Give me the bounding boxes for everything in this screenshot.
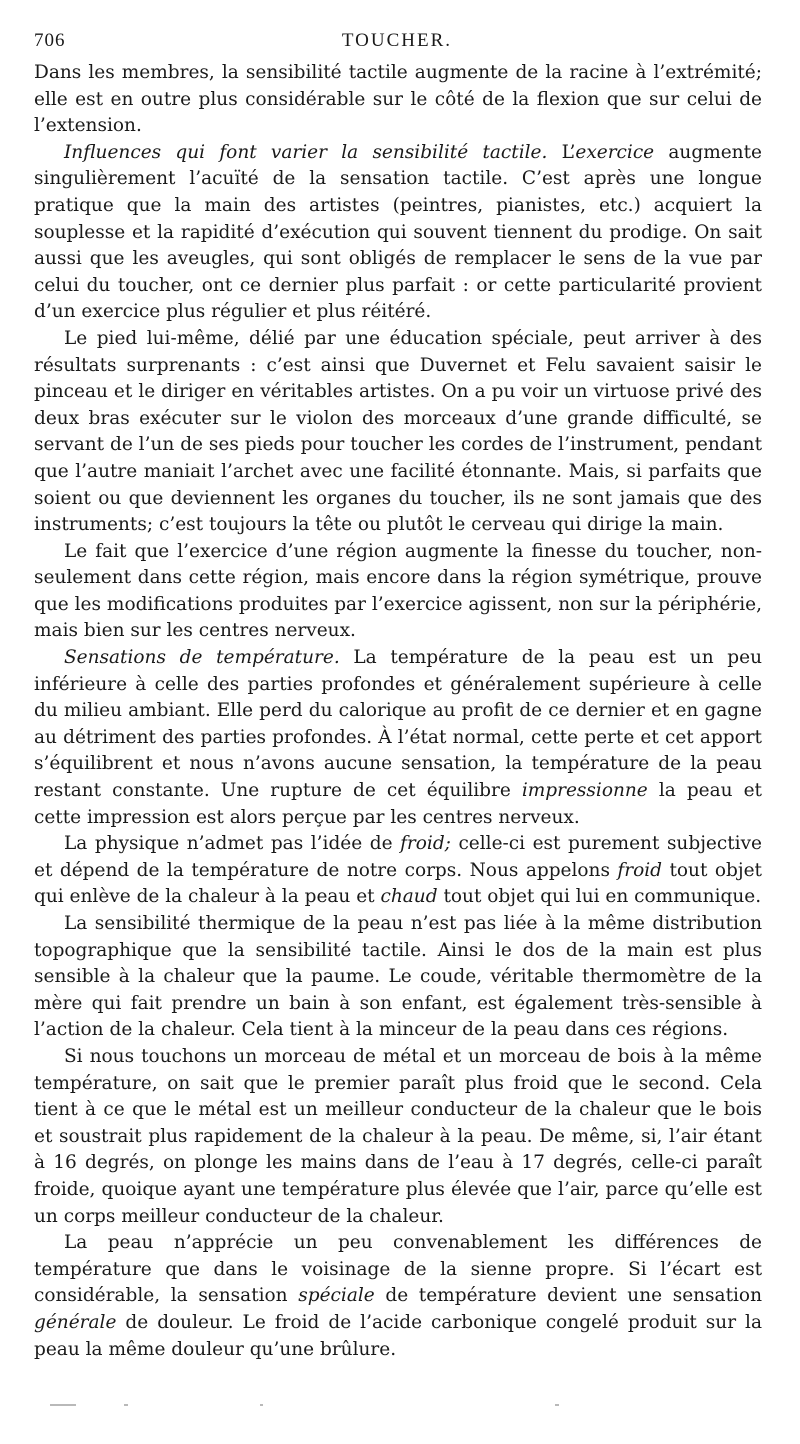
paragraph — [34, 911, 762, 1044]
text-run: la peau et cette impression est alors perçue par les centres nerveux. — [34, 780, 762, 828]
paragraph — [34, 140, 762, 326]
paragraph — [34, 1044, 762, 1230]
text-run: Si nous touchons un morceau de métal et un morceau de bois à la même température, on sait que le premier paraît plus froid que le second. Cela tient à ce que le métal est un meilleur conducteur de la chaleur que le bois et soustrait plus rapidement de la chaleur à la peau. De même, si, l’air étant à 16 degrés, on plonge les mains dans de l’eau à 17 degrés, celle-ci paraît froide, quoique ayant une température plus élevée que l’air, parce qu’elle est un corps meilleur conducteur de la chaleur. — [34, 1045, 762, 1227]
text-run: de température devient une sensation — [374, 1285, 762, 1307]
text-run: de douleur. Le froid de l’acide carbonique congelé produit sur la peau la même douleur qu’une brûlure. — [34, 1311, 762, 1360]
paragraph — [34, 1230, 762, 1363]
italic-text: générale — [34, 1311, 117, 1333]
paragraph — [34, 831, 762, 911]
text-run: La température de la peau est un peu inférieure à celle des parties profondes et généralement supérieure à celle du milieu ambiant. Elle perd du calorique au profit de ce dernier et en gagne au détriment des parties profondes. À l’état normal, cette perte et cet apport s’équilibrent et nous n’avons aucune sensation, la température de la peau restant constante. Une rupture de cet équilibre — [34, 647, 762, 802]
italic-text: froid — [617, 859, 663, 881]
italic-text: impressionne — [521, 780, 648, 802]
text-run: La sensibilité thermique de la peau n’est pas liée à la même distribution topographique que la sensibilité tactile. Ainsi le dos de la main est plus sensible à la chaleur que la paume. Le coude, véritable thermomètre de la mère qui fait prendre un bain à son enfant, est également très-sensible à l’action de la chaleur. Cela tient à la minceur de la peau dans ces régions. — [34, 913, 762, 1041]
paragraph — [34, 645, 762, 831]
text-run: celle-ci est purement subjective et dépend de la température de notre corps. Nous appelons — [34, 833, 762, 881]
body-text — [34, 60, 762, 1363]
paragraph — [34, 326, 762, 539]
scan-specks — [50, 1404, 570, 1410]
paragraph — [34, 539, 762, 645]
text-run: tout objet qui lui en communique. — [437, 886, 762, 908]
text-run: L’ — [547, 141, 576, 163]
running-title: TOUCHER. — [341, 30, 453, 51]
italic-text: Sensations de température. — [64, 647, 340, 669]
text-run: La peau n’apprécie un peu convenablement les différences de température que dans le voisinage de la sienne propre. Si l’écart est considérable, la sensation — [34, 1232, 762, 1307]
page-number: 706 — [34, 30, 66, 51]
text-run: Le fait que l’exercice d’une région augmente la finesse du toucher, non-seulement dans cette région, mais encore dans la région symétrique, prouve que les modifications produites par l’exercice agissent, non sur la périphérie, mais bien sur les centres nerveux. — [34, 540, 762, 642]
text-run: Dans les membres, la sensibilité tactile augmente de la racine à l’extrémité; elle est en outre plus considérable sur le côté de la flexion que sur celui de l’extension. — [34, 62, 762, 137]
italic-text: froid; — [400, 833, 451, 855]
italic-text: exercice — [575, 141, 655, 163]
italic-text: spéciale — [298, 1285, 375, 1307]
text-run: La physique n’admet pas l’idée de — [64, 833, 401, 855]
italic-text: Influences qui font varier la sensibilité tactile. — [64, 141, 548, 163]
text-run: tout objet qui enlève de la chaleur à la peau et — [34, 859, 762, 908]
paragraph — [34, 60, 762, 140]
italic-text: chaud — [380, 886, 438, 908]
text-run: Le pied lui-même, délié par une éducation spéciale, peut arriver à des résultats surprenants : c’est ainsi que Duvernet et Felu savaient saisir le pinceau et le diriger en véritables artistes. On a pu voir un virtuose privé des deux bras exécuter sur le violon des morceaux d’une grande difficulté, se servant de l’un de ses pieds pour toucher les cordes de l’instrument, pendant que l’autre maniait l’archet avec une facilité étonnante. Mais, si parfaits que soient ou que deviennent les organes du toucher, ils ne sont jamais que des instruments; c’est toujours la tête ou plutôt le cerveau qui dirige la main. — [34, 327, 762, 536]
page-header — [34, 30, 760, 54]
text-run: augmente singulièrement l’acuïté de la sensation tactile. C’est après une longue pratique que la main des artistes (peintres, pianistes, etc.) acquiert la souplesse et la rapidité d’exécution qui souvent tiennent du prodige. On sait aussi que les aveugles, qui sont obligés de remplacer le sens de la vue par celui du toucher, ont ce dernier plus parfait : or cette particularité provient d’un exercice plus régulier et plus réitéré. — [34, 141, 762, 323]
